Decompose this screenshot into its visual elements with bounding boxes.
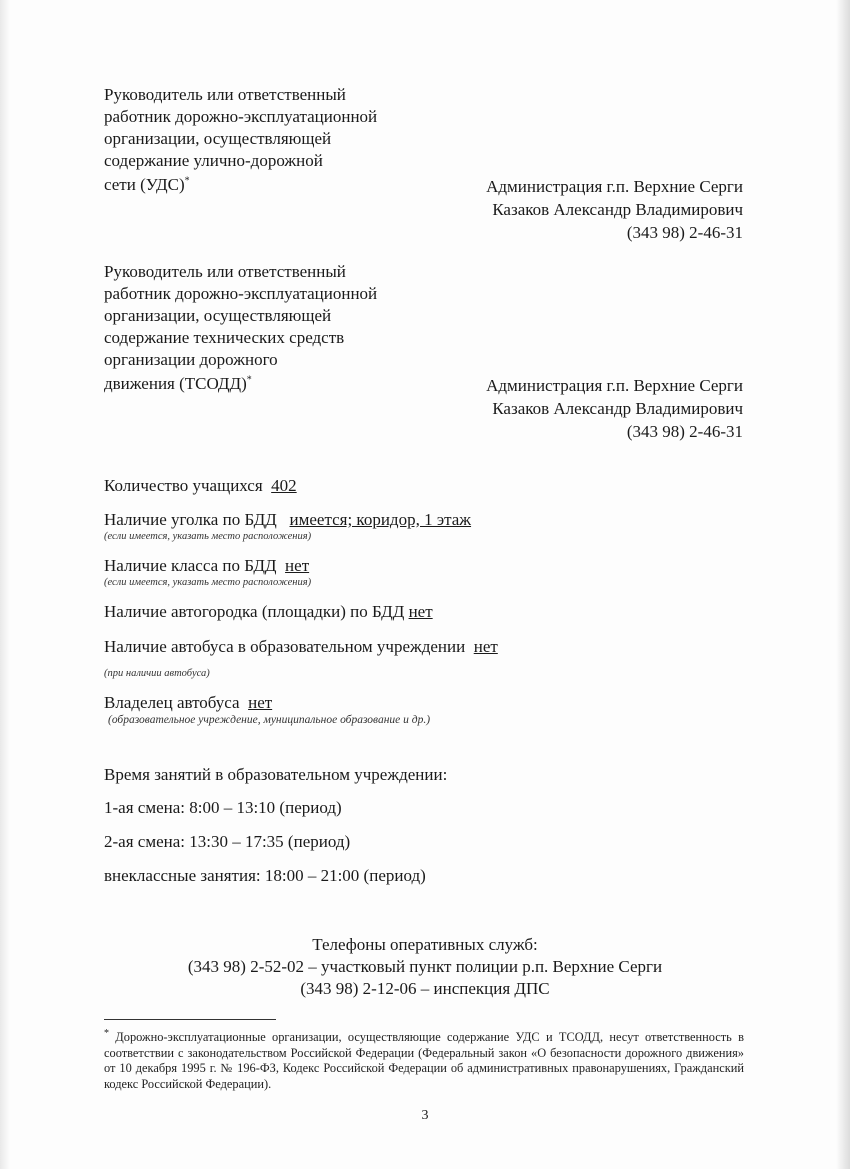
page-number: 3 [421, 1108, 429, 1123]
block2-phone: (343 98) 2-46-31 [626, 422, 743, 441]
phones-title: Телефоны оперативных служб: [312, 935, 538, 954]
schedule-extra: внеклассные занятия: 18:00 – 21:00 (период) [104, 866, 426, 885]
block2-line-5: организации дорожного [104, 350, 278, 369]
students-count [104, 475, 297, 497]
block2-org: Администрация г.п. Верхние Серги [486, 376, 743, 395]
class-label: Наличие класса по БДД [104, 556, 277, 575]
footnote [104, 1027, 744, 1092]
students-label: Количество учащихся [104, 476, 263, 495]
block1-line-5-text: сети (УДС) [104, 175, 185, 194]
autotown-value: нет [408, 602, 433, 621]
block2-line-3: организации, осуществляющей [104, 306, 332, 325]
block1-phone: (343 98) 2-46-31 [626, 223, 743, 242]
corner-note: (если имеется, указать место расположения) [104, 531, 312, 542]
schedule-title: Время занятий в образовательном учреждении: [104, 765, 448, 784]
block2-line-6-text: движения (ТСОДД) [104, 374, 247, 393]
bdd-class [104, 555, 309, 577]
footnote-rule [104, 1019, 276, 1020]
block2-line-1: Руководитель или ответственный [104, 262, 346, 281]
corner-value: имеется; коридор, 1 этаж [289, 510, 472, 529]
block1-line-3: организации, осуществляющей [104, 129, 332, 148]
block2-line-4: содержание технических средств [104, 328, 345, 347]
bdd-corner [104, 509, 471, 531]
bus-owner-note: (образовательное учреждение, муниципальное образование и др.) [108, 714, 431, 726]
corner-label: Наличие уголка по БДД [104, 510, 277, 529]
autotown [104, 601, 433, 623]
phones-line-2: (343 98) 2-12-06 – инспекция ДПС [300, 979, 550, 998]
block1-line-2: работник дорожно-эксплуатационной [104, 107, 378, 126]
schedule-shift-1: 1-ая смена: 8:00 – 13:10 (период) [104, 798, 342, 817]
block1-line-4: содержание улично-дорожной [104, 151, 323, 170]
bus-note: (при наличии автобуса) [104, 668, 210, 679]
bus-label: Наличие автобуса в образовательном учреждении [104, 637, 466, 656]
autotown-label: Наличие автогородка (площадки) по БДД [104, 602, 405, 621]
block2-person: Казаков Александр Владимирович [492, 399, 743, 418]
schedule-shift-2: 2-ая смена: 13:30 – 17:35 (период) [104, 832, 351, 851]
footnote-mark: * [184, 175, 190, 187]
class-value: нет [285, 556, 310, 575]
block1-org: Администрация г.п. Верхние Серги [486, 177, 743, 196]
bus-value: нет [473, 637, 498, 656]
footnote-mark: * [104, 1027, 109, 1039]
block2-line-6 [104, 373, 252, 395]
footnote-text: Дорожно-эксплуатационные организации, осуществляющие содержание УДС и ТСОДД, несут ответственность в соответствии с законодательством Российской Федерации (Федеральный закон «О безопасности дорожного движения» от 10 декабря 1995 г. № 196-ФЗ, Кодекс Российской Федерации об административных правонарушениях, Гражданский кодекс Российской Федерации). [104, 1030, 744, 1091]
block2-line-2: работник дорожно-эксплуатационной [104, 284, 378, 303]
block1-line-1: Руководитель или ответственный [104, 85, 346, 104]
block1-line-5 [104, 174, 190, 196]
bus-owner-value: нет [248, 693, 273, 712]
block1-person: Казаков Александр Владимирович [492, 200, 743, 219]
class-note: (если имеется, указать место расположения) [104, 577, 312, 588]
phones-line-1: (343 98) 2-52-02 – участковый пункт полиции р.п. Верхние Серги [187, 957, 663, 976]
students-value: 402 [271, 476, 297, 495]
bus [104, 636, 498, 658]
bus-owner-label: Владелец автобуса [104, 693, 240, 712]
bus-owner [104, 692, 272, 714]
footnote-mark: * [246, 374, 252, 386]
